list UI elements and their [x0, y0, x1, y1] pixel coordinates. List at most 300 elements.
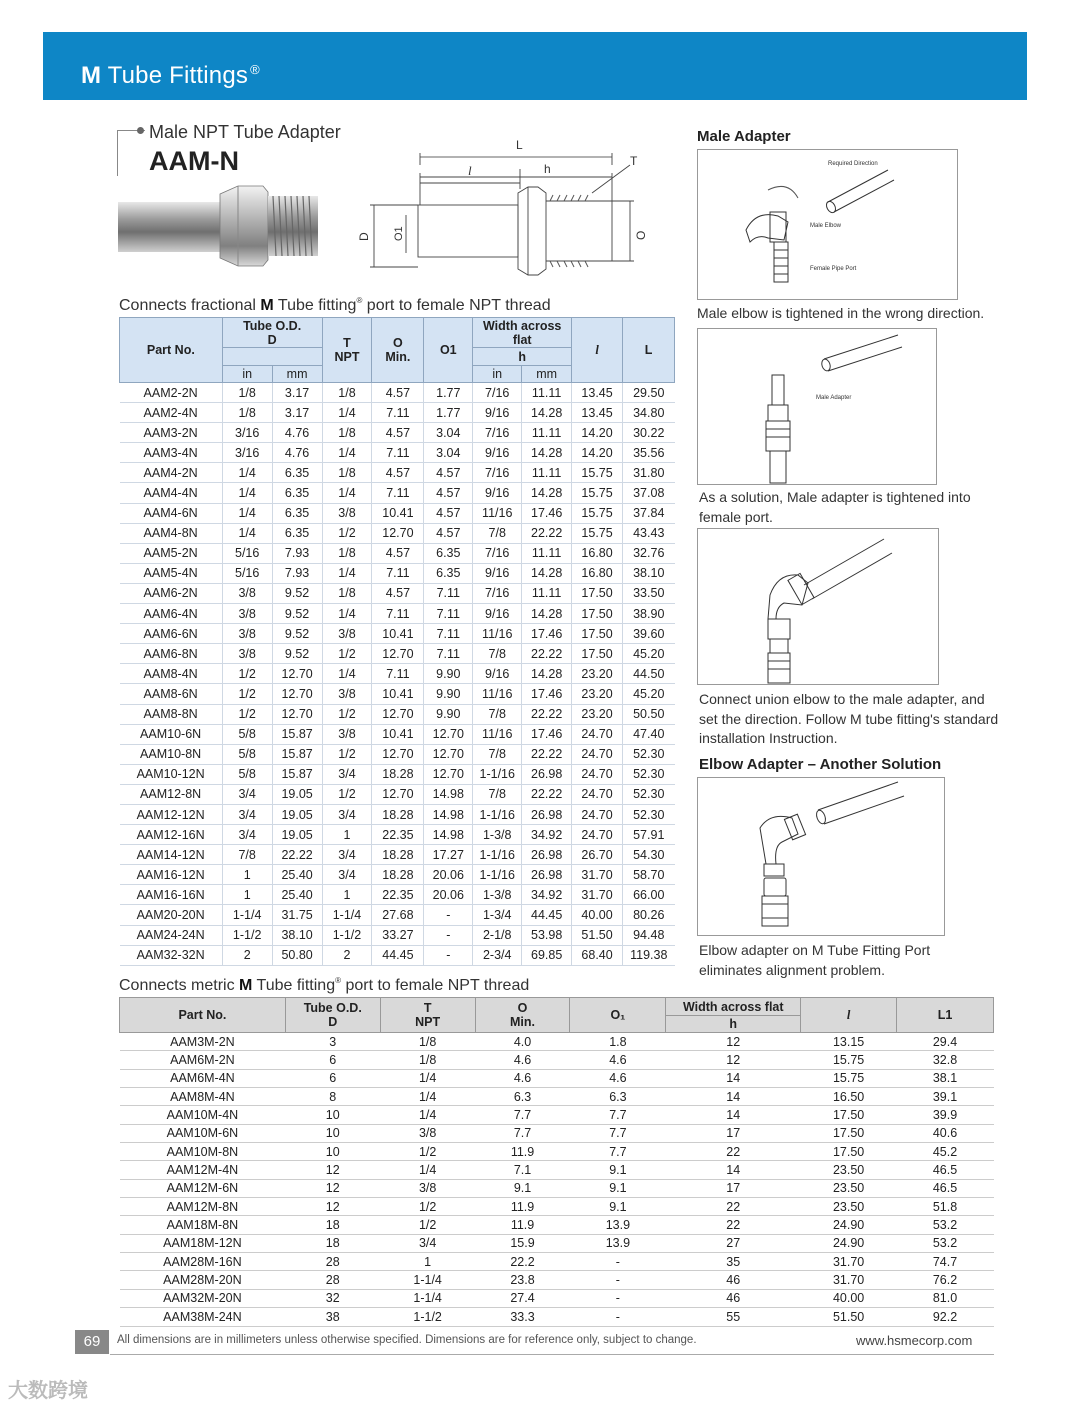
table-row [120, 1143, 994, 1161]
table-cell: 53.2 [897, 1216, 994, 1234]
table-cell: 15.87 [272, 744, 322, 764]
table-cell: 1-1/4 [380, 1271, 475, 1289]
product-subtitle: Male NPT Tube Adapter [149, 122, 341, 142]
table-cell: 1-1/2 [380, 1308, 475, 1326]
table-cell: 17.50 [801, 1143, 897, 1161]
table-cell: 4.57 [372, 423, 424, 443]
table-cell: 1/4 [222, 523, 272, 543]
table-cell: 12 [285, 1179, 380, 1197]
table-cell: 19.05 [272, 825, 322, 845]
table-cell: 44.45 [522, 905, 572, 925]
table-cell: 16.50 [801, 1088, 897, 1106]
table-cell: 46 [666, 1289, 801, 1307]
table-cell: 39.60 [623, 624, 675, 644]
table-cell: 12 [666, 1033, 801, 1051]
table-cell: 12.70 [272, 684, 322, 704]
table-cell: AAM16-16N [120, 885, 223, 905]
table-cell: 50.80 [272, 945, 322, 965]
table-cell: AAM24-24N [120, 925, 223, 945]
table-cell: 12 [285, 1198, 380, 1216]
table-cell: 7.7 [570, 1124, 666, 1142]
label-h: h [544, 162, 551, 176]
table-row [120, 885, 675, 905]
table-cell: AAM8-4N [120, 664, 223, 684]
table-cell: 9.52 [272, 644, 322, 664]
table-cell: 1/8 [380, 1033, 475, 1051]
table-row [120, 664, 675, 684]
table-row [120, 523, 675, 543]
table-cell: 9.90 [424, 664, 473, 684]
table-cell: 26.98 [522, 764, 572, 784]
table-cell: 5/8 [222, 764, 272, 784]
table-cell: 24.70 [572, 784, 623, 804]
table-cell: 44.45 [372, 945, 424, 965]
table-cell: 22.22 [522, 644, 572, 664]
table-cell: 1-1/16 [473, 804, 522, 824]
table-cell: 4.57 [372, 463, 424, 483]
table-cell: 1/4 [322, 443, 372, 463]
table-cell: 3/4 [222, 784, 272, 804]
table-cell: 7/16 [473, 383, 522, 403]
table-cell: 1/4 [380, 1161, 475, 1179]
table-cell: AAM2-4N [120, 403, 223, 423]
table-cell: 34.92 [522, 885, 572, 905]
table-cell: 3.04 [424, 443, 473, 463]
table-cell: 10.41 [372, 724, 424, 744]
table-cell: 1/4 [322, 403, 372, 423]
table-cell: 6.35 [272, 503, 322, 523]
table-cell: 1 [322, 825, 372, 845]
table-cell: AAM12M-6N [120, 1179, 286, 1197]
table-cell: 14 [666, 1069, 801, 1087]
table-cell: 7/8 [222, 845, 272, 865]
table-cell: AAM3-4N [120, 443, 223, 463]
table-cell: 11/16 [473, 684, 522, 704]
table-cell: 11.11 [522, 463, 572, 483]
table-cell: 7/8 [473, 784, 522, 804]
table-cell: AAM10-8N [120, 744, 223, 764]
table-cell: 7.11 [424, 583, 473, 603]
table-cell: AAM28M-20N [120, 1271, 286, 1289]
table-cell: 38.1 [897, 1069, 994, 1087]
table-cell: 94.48 [623, 925, 675, 945]
table-cell: 1/8 [380, 1051, 475, 1069]
table-cell: 14.20 [572, 443, 623, 463]
table-cell: 4.6 [570, 1069, 666, 1087]
table-cell: 7.11 [372, 563, 424, 583]
table-cell: 22.35 [372, 825, 424, 845]
table-cell: 3/4 [380, 1234, 475, 1252]
table-cell: 17.50 [801, 1106, 897, 1124]
note-male-adapter-solution: As a solution, Male adapter is tightened into female port. [699, 489, 971, 525]
table-cell: 40.00 [801, 1289, 897, 1307]
table-cell: AAM3M-2N [120, 1033, 286, 1051]
label-required-direction: Required Direction [828, 161, 878, 167]
metric-table-body [120, 1033, 994, 1327]
table-row [120, 423, 675, 443]
table-cell: 9.1 [570, 1179, 666, 1197]
table-cell: 15.75 [572, 503, 623, 523]
table-cell: 15.9 [475, 1234, 570, 1252]
table-cell: AAM6-8N [120, 644, 223, 664]
table-cell: 40.00 [572, 905, 623, 925]
table-cell: 1-1/16 [473, 845, 522, 865]
table-cell: 9/16 [473, 563, 522, 583]
label-O: O [634, 230, 648, 240]
label-female-pipe-port: Female Pipe Port [810, 266, 857, 272]
footer-divider [110, 1354, 994, 1355]
th2-part-no: Part No. [120, 998, 286, 1033]
table-cell: 8 [285, 1088, 380, 1106]
table-cell: 33.50 [623, 583, 675, 603]
table-cell: 3/4 [322, 764, 372, 784]
table-cell: 1/8 [222, 383, 272, 403]
table-cell: 45.20 [623, 644, 675, 664]
table-cell: 69.85 [522, 945, 572, 965]
table-cell: 1/8 [322, 583, 372, 603]
table-cell: - [570, 1308, 666, 1326]
table-row [120, 483, 675, 503]
table-cell: 52.30 [623, 784, 675, 804]
table-cell: 4.57 [372, 543, 424, 563]
th2-l: l [801, 998, 897, 1033]
product-code: AAM-N [149, 146, 239, 176]
table-row [120, 1106, 994, 1124]
table-cell: 38 [285, 1308, 380, 1326]
th2-t-npt: T NPT [380, 998, 475, 1033]
table-cell: 1.77 [424, 383, 473, 403]
table-cell: 12.70 [372, 523, 424, 543]
table-cell: 2 [322, 945, 372, 965]
table-cell: 14.28 [522, 604, 572, 624]
table-cell: 14.98 [424, 825, 473, 845]
table-cell: 17.27 [424, 845, 473, 865]
table-cell: 38.10 [272, 925, 322, 945]
label-O1: O1 [393, 226, 405, 241]
table-cell: AAM10M-6N [120, 1124, 286, 1142]
table-cell: 16.80 [572, 563, 623, 583]
table-cell: 9/16 [473, 443, 522, 463]
table-cell: 24.70 [572, 724, 623, 744]
table-cell: 14.28 [522, 483, 572, 503]
table-cell: 4.76 [272, 443, 322, 463]
table-row [120, 583, 675, 603]
table-cell: 1/2 [322, 523, 372, 543]
table-row [120, 383, 675, 403]
table-cell: AAM8-6N [120, 684, 223, 704]
note-union-elbow: Connect union elbow to the male adapter, and set the direction. Follow M tube fitting's standard installation Instruction. [699, 691, 999, 746]
table-cell: 3.04 [424, 423, 473, 443]
table-cell: 1/8 [322, 423, 372, 443]
table-cell: 68.40 [572, 945, 623, 965]
table-cell: AAM12M-8N [120, 1198, 286, 1216]
table-cell: 9.52 [272, 604, 322, 624]
table-row [120, 724, 675, 744]
th2-o-min: O Min. [475, 998, 570, 1033]
th-o1: O1 [424, 318, 473, 383]
table-cell: 1/4 [322, 604, 372, 624]
table-cell: AAM3-2N [120, 423, 223, 443]
table-cell: 14.98 [424, 784, 473, 804]
table-cell: 55 [666, 1308, 801, 1326]
table-cell: 51.50 [572, 925, 623, 945]
table-cell: 4.57 [424, 523, 473, 543]
table-cell: 9.1 [570, 1198, 666, 1216]
table-cell: 12.70 [372, 704, 424, 724]
th2-tube-od: Tube O.D. D [285, 998, 380, 1033]
table-row [120, 463, 675, 483]
table-cell: 7.11 [372, 403, 424, 423]
table-cell: 1/4 [222, 503, 272, 523]
table-cell: 26.98 [522, 804, 572, 824]
table-cell: 2-3/4 [473, 945, 522, 965]
table-cell: 19.05 [272, 804, 322, 824]
table-row [120, 804, 675, 824]
table-cell: 12.70 [372, 744, 424, 764]
table-cell: 22.35 [372, 885, 424, 905]
table-cell: 17.46 [522, 503, 572, 523]
table-cell: 35 [666, 1253, 801, 1271]
table-cell: 3/8 [222, 583, 272, 603]
table-row [120, 403, 675, 423]
table-cell: AAM10M-4N [120, 1106, 286, 1124]
table-row [120, 1253, 994, 1271]
table-cell: 24.70 [572, 764, 623, 784]
table-cell: 5/8 [222, 724, 272, 744]
th-o-min: O Min. [372, 318, 424, 383]
table-cell: 92.2 [897, 1308, 994, 1326]
table-cell: 24.90 [801, 1234, 897, 1252]
table-cell: AAM5-4N [120, 563, 223, 583]
table-cell: 76.2 [897, 1271, 994, 1289]
table-cell: 3/4 [322, 804, 372, 824]
table-cell: 1 [222, 885, 272, 905]
table-cell: 9/16 [473, 483, 522, 503]
table-cell: 10 [285, 1124, 380, 1142]
dimension-drawing [350, 135, 660, 285]
table-cell: 7.11 [424, 604, 473, 624]
table-cell: 18 [285, 1216, 380, 1234]
table-cell: 1-1/16 [473, 764, 522, 784]
metric-table [119, 997, 994, 1327]
table-cell: 32.8 [897, 1051, 994, 1069]
table-cell: 7.7 [475, 1106, 570, 1124]
table-cell: 14.98 [424, 804, 473, 824]
table-cell: 9.52 [272, 624, 322, 644]
table-cell: 20.06 [424, 885, 473, 905]
table-row [120, 825, 675, 845]
footer-url[interactable]: www.hsmecorp.com [856, 1333, 973, 1348]
table-cell: 3/16 [222, 423, 272, 443]
table-row [120, 1088, 994, 1106]
table-cell: 51.50 [801, 1308, 897, 1326]
table-cell: - [424, 925, 473, 945]
table-cell: 46.5 [897, 1179, 994, 1197]
table-row [120, 1161, 994, 1179]
table-cell: 27.4 [475, 1289, 570, 1307]
table-cell: 7.11 [372, 443, 424, 463]
table-cell: 14 [666, 1088, 801, 1106]
table-cell: 1/4 [380, 1069, 475, 1087]
table-cell: 17.50 [572, 624, 623, 644]
table-cell: 7/16 [473, 463, 522, 483]
table-cell: - [570, 1253, 666, 1271]
label-T: T [630, 154, 638, 168]
table-row [120, 1033, 994, 1051]
table-cell: 45.20 [623, 684, 675, 704]
table-cell: 6 [285, 1069, 380, 1087]
table-cell: 1/2 [322, 784, 372, 804]
table-cell: 9.1 [475, 1179, 570, 1197]
table-cell: 3/4 [322, 865, 372, 885]
table-cell: AAM20-20N [120, 905, 223, 925]
th-L: L [623, 318, 675, 383]
table-cell: 1 [222, 865, 272, 885]
table-cell: 10.41 [372, 684, 424, 704]
table-cell: 23.8 [475, 1271, 570, 1289]
table-cell: 6.35 [272, 463, 322, 483]
table-cell: AAM14-12N [120, 845, 223, 865]
table-cell: 25.40 [272, 885, 322, 905]
table-cell: 5/8 [222, 744, 272, 764]
table-cell: 22 [666, 1143, 801, 1161]
table-cell: 1/4 [222, 463, 272, 483]
table-cell: 26.70 [572, 845, 623, 865]
table-row [120, 563, 675, 583]
table-cell: 32.76 [623, 543, 675, 563]
table-cell: 15.75 [572, 463, 623, 483]
table-cell: 1-3/4 [473, 905, 522, 925]
heading-bracket [117, 130, 145, 176]
table-cell: 14.28 [522, 664, 572, 684]
table-cell: 7/8 [473, 704, 522, 724]
table-cell: 3/16 [222, 443, 272, 463]
th2-L1: L1 [897, 998, 994, 1033]
table-row [120, 684, 675, 704]
label-l: l [468, 163, 472, 178]
table-cell: AAM18M-12N [120, 1234, 286, 1252]
table-cell: 53.2 [897, 1234, 994, 1252]
table-cell: AAM2-2N [120, 383, 223, 403]
table-cell: 7.93 [272, 543, 322, 563]
table-cell: 19.05 [272, 784, 322, 804]
table-row [120, 744, 675, 764]
table-cell: 22.2 [475, 1253, 570, 1271]
table-cell: 15.87 [272, 724, 322, 744]
table-cell: 3/4 [222, 825, 272, 845]
male-adapter-heading: Male Adapter [697, 128, 791, 145]
table-cell: 31.70 [572, 885, 623, 905]
table-cell: 9/16 [473, 664, 522, 684]
table-cell: 1/4 [380, 1106, 475, 1124]
table-row [120, 1069, 994, 1087]
table-cell: 3/4 [222, 804, 272, 824]
table-row [120, 1051, 994, 1069]
table-cell: 5/16 [222, 563, 272, 583]
table-cell: 3.17 [272, 383, 322, 403]
table-cell: 14 [666, 1106, 801, 1124]
table-cell: AAM5-2N [120, 543, 223, 563]
table-cell: 15.75 [801, 1069, 897, 1087]
table-cell: 7.11 [372, 664, 424, 684]
table-cell: 9.1 [570, 1161, 666, 1179]
table-cell: 4.6 [570, 1051, 666, 1069]
header-banner [43, 32, 1027, 100]
table-cell: 7.7 [475, 1124, 570, 1142]
table-cell: 58.70 [623, 865, 675, 885]
table-cell: AAM32-32N [120, 945, 223, 965]
th2-width: Width across flat [666, 998, 801, 1016]
th-mm-2: mm [522, 366, 572, 383]
table-cell: 24.90 [801, 1216, 897, 1234]
table-cell: 38.10 [623, 563, 675, 583]
table-cell: 1/4 [322, 563, 372, 583]
elbow-adapter-heading: Elbow Adapter – Another Solution [699, 756, 942, 773]
table-cell: 7/16 [473, 583, 522, 603]
watermark: 大数跨境 [8, 1380, 88, 1402]
table-cell: 7.11 [372, 604, 424, 624]
table-cell: 6.35 [272, 523, 322, 543]
table-cell: 1.77 [424, 403, 473, 423]
table-cell: 80.26 [623, 905, 675, 925]
table-cell: 28 [285, 1271, 380, 1289]
table-cell: 1/2 [222, 684, 272, 704]
table-cell: 14.28 [522, 443, 572, 463]
table-cell: 11.11 [522, 423, 572, 443]
table-row [120, 1271, 994, 1289]
table-cell: 1.8 [570, 1033, 666, 1051]
table-cell: 52.30 [623, 744, 675, 764]
table-row [120, 945, 675, 965]
table-cell: 57.91 [623, 825, 675, 845]
page-number: 69 [75, 1330, 109, 1354]
table-cell: 10.41 [372, 503, 424, 523]
table-cell: AAM32M-20N [120, 1289, 286, 1307]
table-cell: 66.00 [623, 885, 675, 905]
table-row [120, 1308, 994, 1326]
table-cell: AAM6-4N [120, 604, 223, 624]
th-width: Width across flat [473, 318, 572, 348]
table-cell: AAM16-12N [120, 865, 223, 885]
table-row [120, 1216, 994, 1234]
table-row [120, 1198, 994, 1216]
table-row [120, 624, 675, 644]
table-cell: 22.22 [522, 523, 572, 543]
table-cell: AAM6M-4N [120, 1069, 286, 1087]
table-cell: 15.75 [572, 523, 623, 543]
table-cell: 40.6 [897, 1124, 994, 1142]
table-cell: 33.27 [372, 925, 424, 945]
th2-o1: O₁ [570, 998, 666, 1033]
table-cell: 17.46 [522, 724, 572, 744]
table-cell: 23.20 [572, 664, 623, 684]
table-cell: 17.50 [572, 644, 623, 664]
table-cell: 29.50 [623, 383, 675, 403]
table-cell: - [570, 1271, 666, 1289]
table-cell: 1-1/2 [322, 925, 372, 945]
table-cell: 18.28 [372, 804, 424, 824]
label-male-elbow: Male Elbow [810, 223, 842, 229]
table-cell: 10 [285, 1106, 380, 1124]
th-l: l [572, 318, 623, 383]
table-cell: 39.1 [897, 1088, 994, 1106]
table-cell: 7.7 [570, 1143, 666, 1161]
table-cell: 26.98 [522, 845, 572, 865]
table-cell: 52.30 [623, 804, 675, 824]
figure-male-adapter-solution [697, 328, 937, 485]
table-row [120, 905, 675, 925]
table-cell: 4.76 [272, 423, 322, 443]
